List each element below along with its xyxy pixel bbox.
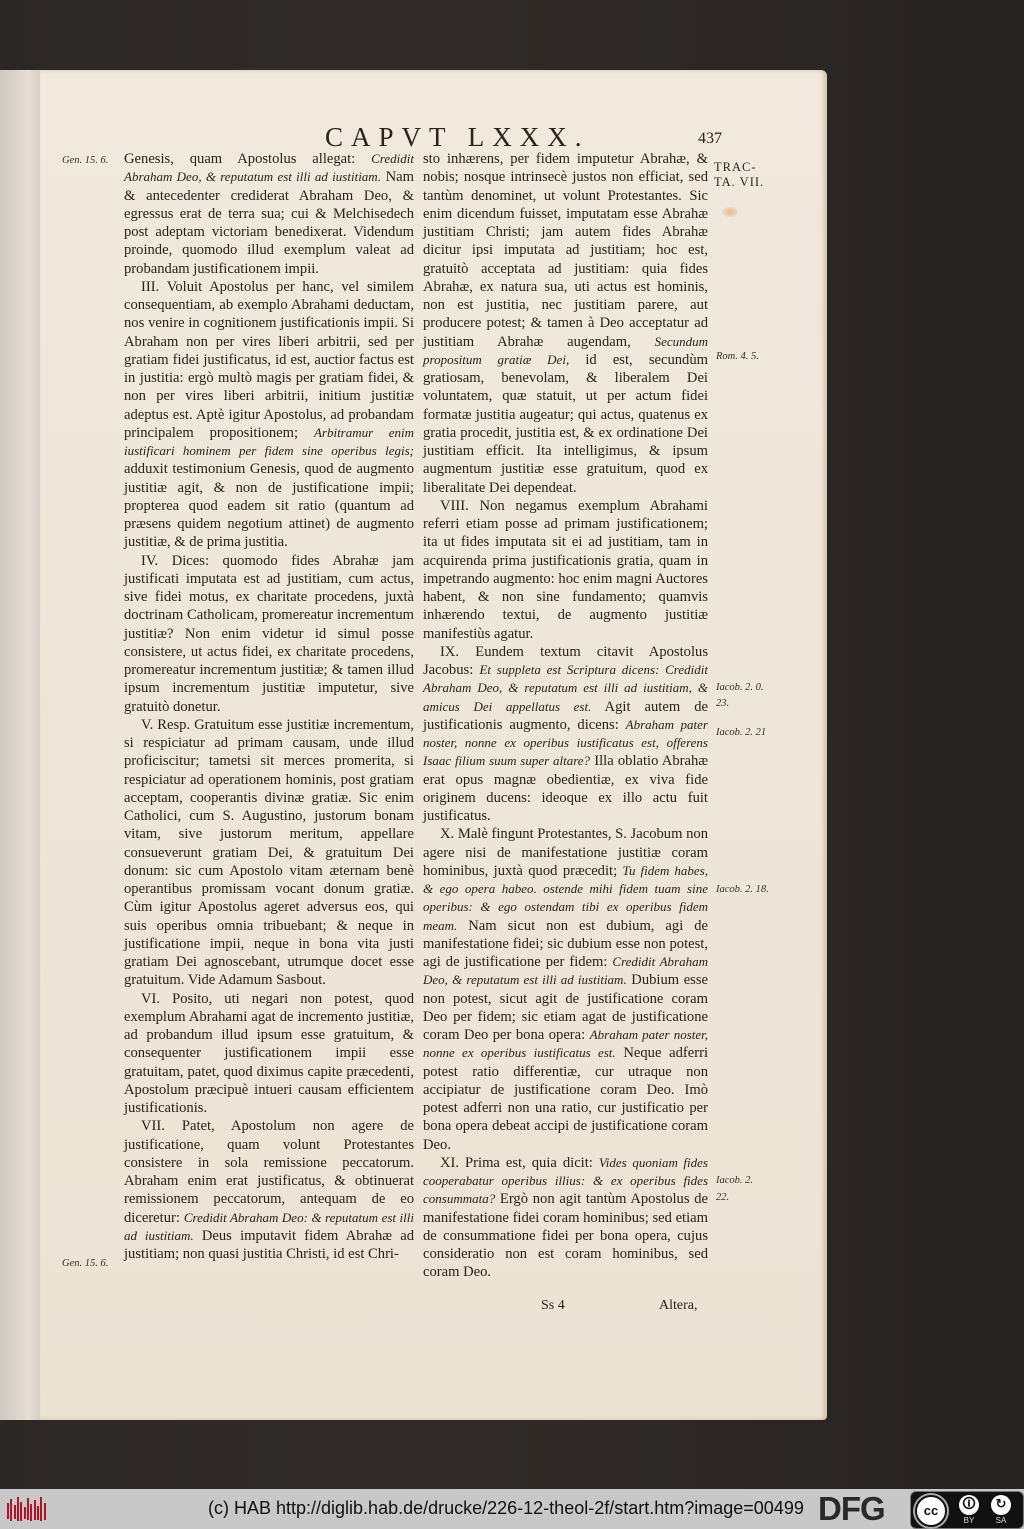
paragraph-X: X. Malè fingunt Protestantes, S. Jacobum non agere nisi de manifestatione justitiæ coram hominibus, juxtà quod præcedit; Tu fidem habes, & ego opera habeo. ostende mihi fidem tuam sine operibus: & ego ostendam tibi ex operibus fidem meam. Nam sicut non est dubium, agi de manifestatione fidei; sic dubium esse non potest, agi de justificatione per fidem: Credidit Abraham Deo, & reputatum est illi ad iustitiam. Dubium esse non potest, sicut agit de justificatione coram Deo per fidem; sic etiam agat de justificatione coram Deo per bona opera: Abraham pater noster, nonne ex operibus iustificatus est. Neque adferri potest ratio differentiæ, cur utraque non accipiatur de justificatione coram Deo. Imò potest adferri non una ratio, cur justificatio per bona opera debeat accipi de justificatione coram Deo. xyxy=(423,826,709,1153)
paragraph-VII: VII. Patet, Apostolum non agere de justificatione, quam volunt Protestantes consistere in sola remissione peccatorum. Abraham enim erat justificatus, & obtinuerat remissionem peccatorum, antequam de eo diceretur: Credidit Abraham Deo: & reputatum est illi ad iustitiam. Deus imputavit fidem Abrahæ ad justitiam; non quasi justitia Christi, id est Chri- xyxy=(124,1118,414,1262)
margin-note-rom: Rom. 4. 5. xyxy=(716,351,759,362)
printer-signature: Ss 4 xyxy=(541,1298,565,1313)
by-label: BY xyxy=(963,1516,975,1525)
paper-stain xyxy=(722,207,738,217)
paragraph-VIII: VIII. Non negamus exemplum Abrahami referri etiam posse ad primam justificationem; ita ut fides imputata sit ei ad justitiam, tam in acquirenda prima justificationis gratia, quam in impetrando augmento: hoc enim magni Auctores habent, & non sine fundamento; quamvis inhærendo textui, de augmento justitiæ manifestiùs agatur. xyxy=(423,497,708,642)
paragraph-IX: IX. Eundem textum citavit Apostolus Jacobus: Et suppleta est Scriptura dicens: Credidit Abraham Deo, & reputatum est illi ad iustitiam, & amicus Dei appellatus est. Agit autem de justificationis augmento, dicens: Abraham pater noster, nonne ex operibus iustificatus est, offerens Isaac filium suum super altare? Illa oblatio Abrahæ erat opus magnæ obedientiæ, ex viva fide originem ducens: ideoque ex illo actu fuit justificatus. xyxy=(423,643,708,824)
left-text-column xyxy=(124,150,414,1263)
tract-label: TRAC- TA. VII. xyxy=(714,160,765,189)
cc-icon: cc xyxy=(915,1495,947,1527)
hab-logo-icon xyxy=(6,1495,48,1523)
catchword: Altera, xyxy=(659,1298,698,1313)
paragraph-continuation: sto inhærens, per fidem imputetur Abrahæ, & nobis; nosque intrinsecè justos non efficiat, sed tantùm denominet, ut volunt Protestantes. Sic enim dicendum fuisset, imputatam esse Abrahæ justitiam Christi; jam autem fides Abrahæ dicitur ipsi imputata ad justitiam; hoc est, gratuitò acceptata ad justitiam: quia fides Abrahæ, ex natura sua, uti actus est hominis, non est justitia, nec justitiam parere, aut producere potest; & tamen à Deo acceptatur ad justitiam Abrahæ augendam, Secundum propositum gratiæ Dei, id est, secundùm gratiosam, benevolam, & liberalem Dei voluntatem, quæ statuit, ut per actum fidei formatæ justitia augeatur; qui actus, quatenus ex gratia procedit, justitia est, & ex ordinatione Dei justitiam efficit. Ita intelligimus, & ipsum augmentum justitiæ esse gratuitum, quod ex liberalitate Dei dependeat. xyxy=(423,151,708,496)
viewer-footer xyxy=(0,1489,1024,1529)
paragraph-III: III. Voluit Apostolus per hanc, vel similem consequentiam, ab exemplo Abrahami deductam, nos venire in cognitionem justificationis impii. Si Abraham non per vires liberi arbitrii, sed per gratiam fidei justificatus, id est, auctior factus est in justitia: ergò multò magis per gratiam fidei, & non per vires liberi arbitrii, initium justitiæ adeptus est. Aptè igitur Apostolus, ad probandam principalem propositionem; Arbitramur enim iustificari hominem per fidem sine operibus legis; adduxit testimonium Genesis, quod de augmento justitiæ agit, & non de justificatione impii; propterea quod eadem sit ratio (quantum ad præsens quidem negotium attinet) de augmento justitiæ, & de prima justitia. xyxy=(124,278,414,551)
dfg-logo: DFG xyxy=(818,1490,885,1527)
paragraph-intro: Genesis, quam Apostolus allegat: Credidit Abraham Deo, & reputatum est illi ad iustitiam. Nam & antecedenter crediderat Abraham Deo, & egressus erat de terra sua; cui & Melchisedech post adeptam victoriam benedixerat. Videndum proinde, quomodo illud exemplum valeat ad probandam justificationem impii. xyxy=(124,151,414,277)
margin-note-iacob-222-line2: 22. xyxy=(716,1192,730,1203)
paragraph-V: V. Resp. Gratuitum esse justitiæ incrementum, si respiciatur ad primam causam, unde illud proficiscitur; tametsi sit merces promerita, si respiciatur ad operationem hominis, post gratiam acceptam, cooperantis divinæ gratiæ. Sic enim Catholici, cum S. Augustino, justorum bonam vitam, sive justorum meritum, appellare consueverunt gratiam Dei, & gratuitum Dei donum: sic cum Apostolo vitam æternam benè operantibus promissam vocant donum gratiæ. Cùm igitur Apostolus ageret adversus eos, qui suis operibus omnia tribuebant; & neque in justificatione impii, neque in bona vita justi gratiam Dei agnoscebant, utrumque docet esse gratuitum. Vide Adamum Sasbout. xyxy=(124,716,414,989)
margin-note-gen: Gen. 15. 6. xyxy=(62,155,109,166)
sa-label: SA xyxy=(995,1516,1007,1525)
cc-license-badge[interactable] xyxy=(910,1491,1024,1529)
chapter-title: CAPVT LXXX. xyxy=(325,122,590,152)
margin-note-gen-bottom: Gen. 15. 6. xyxy=(62,1258,109,1269)
by-person-icon: 🛈 xyxy=(959,1495,979,1515)
previous-page-edge xyxy=(0,70,41,1420)
margin-note-iacob-221: Iacob. 2. 21 xyxy=(716,727,767,738)
margin-note-iacob-20: Iacob. 2. 0. xyxy=(716,682,764,693)
margin-note-iacob-222: Iacob. 2. xyxy=(716,1175,754,1186)
credit-link[interactable]: (c) HAB http://diglib.hab.de/drucke/226-12-theol-2f/start.htm?image=00499 xyxy=(208,1498,804,1518)
margin-note-iacob-218: Iacob. 2. 18. xyxy=(716,884,769,895)
sa-share-alike-icon: ↻ xyxy=(991,1495,1011,1515)
paragraph-XI: XI. Prima est, quia dicit: Vides quoniam fides cooperabatur operibus illius: & ex operibus fides consummata? Ergò non agit tantùm Apostolus de manifestatione fidei coram hominibus; sed etiam de consummatione fidei per bona opera, cujus consideratio non est coram hominibus, sed coram Deo. xyxy=(423,1154,708,1281)
paragraph-IV: IV. Dices: quomodo fides Abrahæ jam justificati imputata est ad justitiam, cum actus, sive fidei motus, ex charitate procedens, juxtà doctrinam Catholicam, promereatur incrementum justitiæ? Non enim videtur id simul posse consistere, ut actus fidei, ex charitate procedens, promereatur incrementum justitiæ; & tamen illud ipsum incrementum justitiæ imputetur, sive gratuitò donetur. xyxy=(124,552,414,715)
paragraph-VI: VI. Posito, uti negari non potest, quod exemplum Abrahami agat de incremento justitiæ, ad probandum illud ipsum esse gratuitum, & consequenter justificationem impii esse gratuitam, patet, quod diximus capite præcedenti, Apostolum præcipuè intueri causam efficientem justificationis. xyxy=(124,990,414,1116)
right-text-column xyxy=(423,150,708,1282)
running-head xyxy=(0,122,1024,152)
page-number: 437 xyxy=(698,130,722,147)
margin-note-iacob-20-line2: 23. xyxy=(716,698,730,709)
